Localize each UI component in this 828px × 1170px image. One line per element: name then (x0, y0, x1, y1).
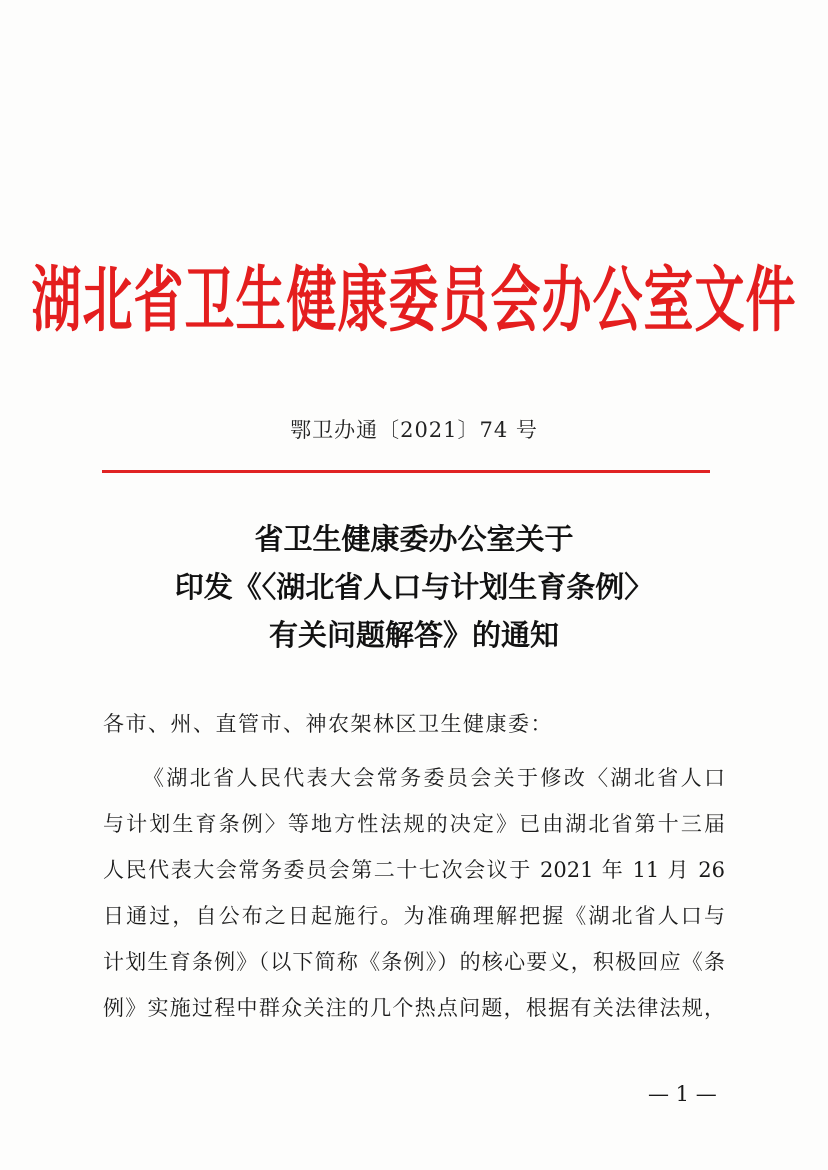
notice-title-line-1: 省卫生健康委办公室关于 (254, 522, 574, 556)
document-number: 鄂卫办通〔2021〕74 号 (290, 418, 538, 442)
notice-title (0, 515, 828, 659)
body-line: 人民代表大会常务委员会第二十七次会议于 2021 年 11 月 26 (103, 858, 725, 882)
red-divider-line (102, 470, 710, 473)
body-line: 《湖北省人民代表大会常务委员会关于修改〈湖北省人口 (143, 766, 725, 790)
masthead-title: 湖北省卫生健康委员会办公室文件 (31, 259, 797, 342)
salutation: 各市、州、直管市、神农架林区卫生健康委： (103, 712, 553, 736)
body-line: 日通过，自公布之日起施行。为准确理解把握《湖北省人口与 (103, 904, 725, 928)
body-paragraph (103, 755, 725, 1031)
notice-title-line-2: 印发《〈湖北省人口与计划生育条例〉 (174, 570, 654, 604)
body-line: 计划生育条例》（以下简称《条例》）的核心要义，积极回应《条 (103, 950, 725, 974)
notice-title-line-3: 有关问题解答》的通知 (268, 618, 559, 652)
body-line: 与计划生育条例〉等地方性法规的决定》已由湖北省第十三届 (103, 812, 725, 836)
body-line: 例》实施过程中群众关注的几个热点问题，根据有关法律法规， (103, 996, 725, 1020)
page-number: — 1 — (648, 1082, 717, 1106)
